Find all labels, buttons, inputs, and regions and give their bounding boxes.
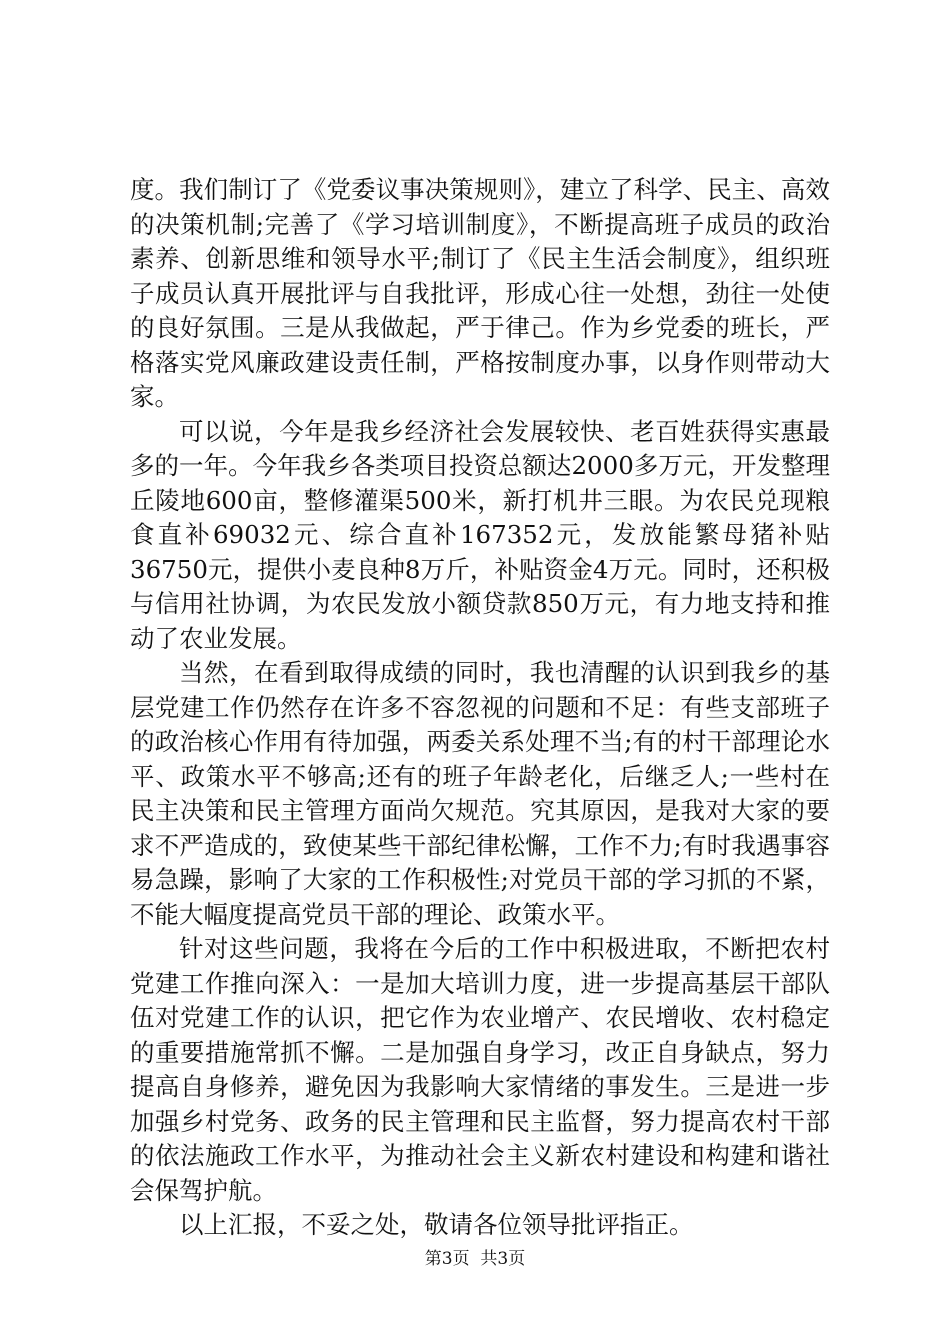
paragraph-continuation: 度。我们制订了《党委议事决策规则》，建立了科学、民主、高效的决策机制;完善了《学习培训制度》，不断提高班子成员的政治素养、创新思维和领导水平;制订了《民主生活会制度》，组织班子成员认真开展批评与自我批评，形成心往一处想，劲往一处使的良好氛围。三是从我做起，严于律己。作为乡党委的班长，严格落实党风廉政建设责任制，严格按制度办事，以身作则带动大家。 [130, 175, 830, 411]
page-number-current: 第3页 [424, 1249, 470, 1269]
page-number-total: 共3页 [480, 1249, 526, 1269]
footer-separator [470, 1249, 481, 1269]
paragraph-achievements: 可以说，今年是我乡经济社会发展较快、老百姓获得实惠最多的一年。今年我乡各类项目投资总额达2000多万元，开发整理丘陵地600亩，整修灌渠500米，新打机井三眼。为农民兑现粮食直补69032元、综合直补167352元，发放能繁母猪补贴36750元，提供小麦良种8万斤，补贴资金4万元。同时，还积极与信用社协调，为农民发放小额贷款850万元，有力地支持和推动了农业发展。 [130, 416, 830, 653]
paragraph-closing: 以上汇报，不妥之处，敬请各位领导批评指正。 [179, 1210, 694, 1239]
paragraph-problems: 当然，在看到取得成绩的同时，我也清醒的认识到我乡的基层党建工作仍然存在许多不容忽视的问题和不足：有些支部班子的政治核心作用有待加强，两委关系处理不当;有的村干部理论水平、政策水平不够高;还有的班子年龄老化，后继乏人;一些村在民主决策和民主管理方面尚欠规范。究其原因，是我对大家的要求不严造成的，致使某些干部纪律松懈，工作不力;有时我遇事容易急躁，影响了大家的工作积极性;对党员干部的学习抓的不紧，不能大幅度提高党员干部的理论、政策水平。 [130, 658, 830, 929]
paragraph-measures: 针对这些问题，我将在今后的工作中积极进取，不断把农村党建工作推向深入：一是加大培训力度，进一步提高基层干部队伍对党建工作的认识，把它作为农业增产、农民增收、农村稳定的重要措施常抓不懈。二是加强自身学习，改正自身缺点，努力提高自身修养，避免因为我影响大家情绪的事发生。三是进一步加强乡村党务、政务的民主管理和民主监督，努力提高农村干部的依法施政工作水平，为推动社会主义新农村建设和构建和谐社会保驾护航。 [130, 934, 830, 1205]
page-footer [0, 1244, 950, 1269]
document-body [130, 173, 830, 1243]
